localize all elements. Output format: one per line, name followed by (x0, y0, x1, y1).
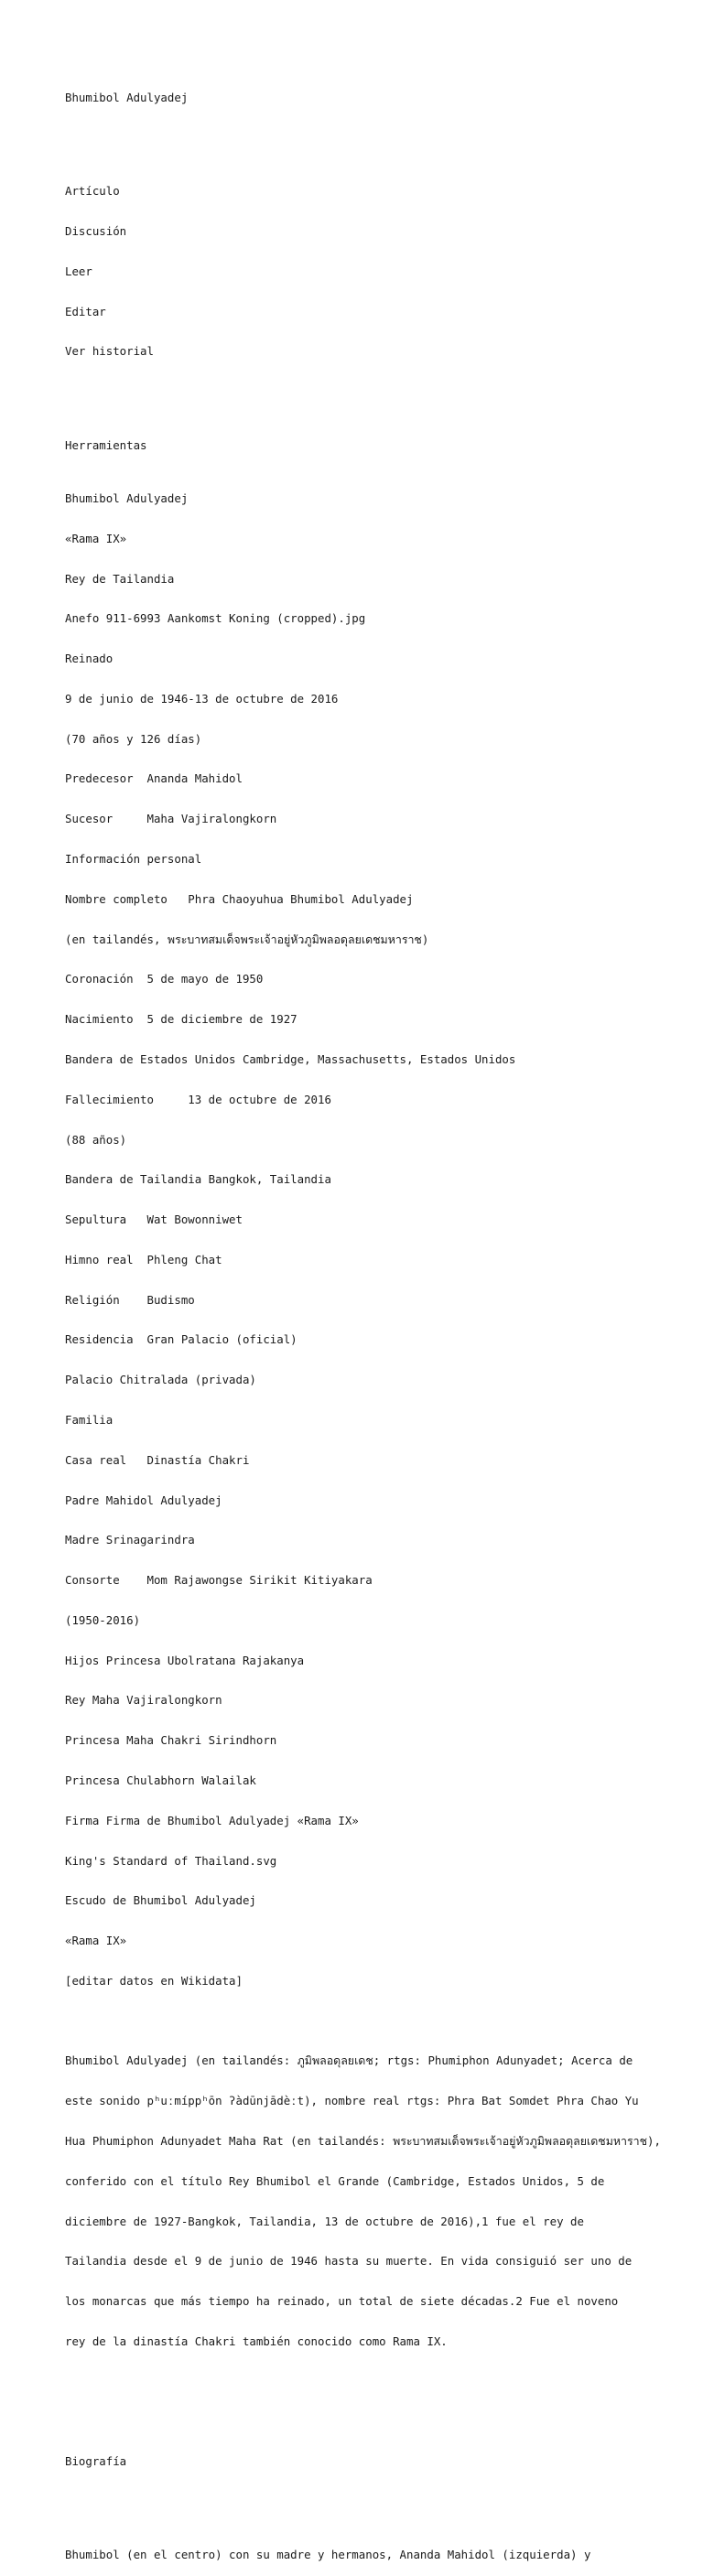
intro-line: Tailandia desde el 9 de junio de 1946 hasta su muerte. En vida consiguió ser uno de (65, 2254, 633, 2269)
infobox-line: Nacimiento 5 de diciembre de 1927 (65, 1012, 297, 1027)
intro-line: conferido con el título Rey Bhumibol el Grande (Cambridge, Estados Unidos, 5 de (65, 2173, 605, 2188)
page-title: Bhumibol Adulyadej (65, 91, 189, 105)
intro-line: este sonido pʰuːmíppʰōn ʔàdūnjādèːt), nombre real rtgs: Phra Bat Somdet Phra Chao Yu (65, 2094, 639, 2108)
edit-wikidata-link[interactable]: [editar datos en Wikidata] (65, 1973, 243, 1988)
spacer (65, 2495, 669, 2509)
intro-line: Bhumibol Adulyadej (en tailandés: ภูมิพลอดุลยเดช; rtgs: Phumiphon Adunyadet; Acerca de (65, 2053, 633, 2068)
infobox-line: Escudo de Bhumibol Adulyadej (65, 1893, 256, 1908)
infobox-line: «Rama IX» (65, 1934, 127, 1948)
infobox-line: Predecesor Ananda Mahidol (65, 771, 243, 786)
spacer (65, 132, 669, 146)
infobox-line: Sepultura Wat Bowonniwet (65, 1213, 243, 1227)
spacer (65, 2402, 669, 2416)
infobox-line: Princesa Maha Chakri Sirindhorn (65, 1733, 277, 1748)
infobox-line: (70 años y 126 días) (65, 731, 202, 746)
infobox-line: Reinado (65, 652, 114, 666)
intro-line: diciembre de 1927-Bangkok, Tailandia, 13 de octubre de 2016),1 fue el rey de (65, 2214, 584, 2228)
intro-line: Hua Phumiphon Adunyadet Maha Rat (en tailandés: พระบาทสมเด็จพระเจ้าอยู่หัวภูมิพลอดุลยเดชมหาราช), (65, 2134, 661, 2149)
infobox-line: Firma Firma de Bhumibol Adulyadej «Rama IX» (65, 1813, 359, 1827)
infobox-line: Familia (65, 1412, 114, 1427)
infobox-line: Bhumibol Adulyadej (65, 491, 189, 505)
infobox-line: 9 de junio de 1946-13 de octubre de 2016 (65, 691, 339, 706)
tools-menu[interactable]: Herramientas (65, 437, 147, 452)
infobox-line: Palacio Chitralada (privada) (65, 1373, 256, 1387)
spacer (65, 385, 669, 399)
infobox-line: «Rama IX» (65, 531, 127, 545)
infobox-line: Sucesor Maha Vajiralongkorn (65, 812, 277, 826)
document-body (65, 65, 669, 2576)
infobox-line: Hijos Princesa Ubolratana Rajakanya (65, 1653, 305, 1667)
nav-link-article[interactable]: Artículo (65, 184, 120, 199)
infobox-line: Religión Budismo (65, 1292, 195, 1307)
intro-line: los monarcas que más tiempo ha reinado, un total de siete décadas.2 Fue el noveno (65, 2294, 619, 2309)
image-caption: Bhumibol (en el centro) con su madre y hermanos, Ananda Mahidol (izquierda) y (65, 2548, 591, 2562)
infobox-line: Casa real Dinastía Chakri (65, 1452, 250, 1467)
infobox-line: (88 años) (65, 1132, 127, 1147)
infobox-line: (en tailandés, พระบาทสมเด็จพระเจ้าอยู่หัวภูมิพลอดุลยเดชมหาราช) (65, 932, 429, 946)
infobox-line: Bandera de Tailandia Bangkok, Tailandia (65, 1172, 331, 1187)
infobox-line: Coronación 5 de mayo de 1950 (65, 972, 264, 986)
infobox-line: Consorte Mom Rajawongse Sirikit Kitiyakara (65, 1573, 373, 1588)
infobox-line: Padre Mahidol Adulyadej (65, 1493, 222, 1507)
infobox-line: Nombre completo Phra Chaoyuhua Bhumibol Adulyadej (65, 891, 414, 906)
infobox-line: Princesa Chulabhorn Walailak (65, 1773, 256, 1787)
nav-link-read[interactable]: Leer (65, 264, 92, 278)
infobox-line: Rey de Tailandia (65, 571, 175, 586)
nav-link-discussion[interactable]: Discusión (65, 224, 127, 239)
infobox-line: Bandera de Estados Unidos Cambridge, Massachusetts, Estados Unidos (65, 1051, 516, 1066)
infobox-line: Himno real Phleng Chat (65, 1252, 222, 1266)
infobox-image-filename[interactable]: King's Standard of Thailand.svg (65, 1853, 277, 1868)
intro-paragraph (65, 2028, 669, 2375)
intro-line: rey de la dinastía Chakri también conocido como Rama IX. (65, 2333, 448, 2348)
section-heading-biography: Biografía (65, 2454, 127, 2469)
infobox-line: Rey Maha Vajiralongkorn (65, 1693, 222, 1708)
infobox-line: Residencia Gran Palacio (oficial) (65, 1332, 297, 1347)
nav-link-history[interactable]: Ver historial (65, 344, 154, 359)
infobox-image-filename[interactable]: Anefo 911-6993 Aankomst Koning (cropped).jpg (65, 611, 366, 626)
nav-link-edit[interactable]: Editar (65, 304, 106, 318)
infobox-line: Madre Srinagarindra (65, 1533, 195, 1547)
infobox-line: Fallecimiento 13 de octubre de 2016 (65, 1092, 331, 1106)
infobox-line: Información personal (65, 852, 202, 867)
infobox-line: (1950-2016) (65, 1612, 141, 1627)
